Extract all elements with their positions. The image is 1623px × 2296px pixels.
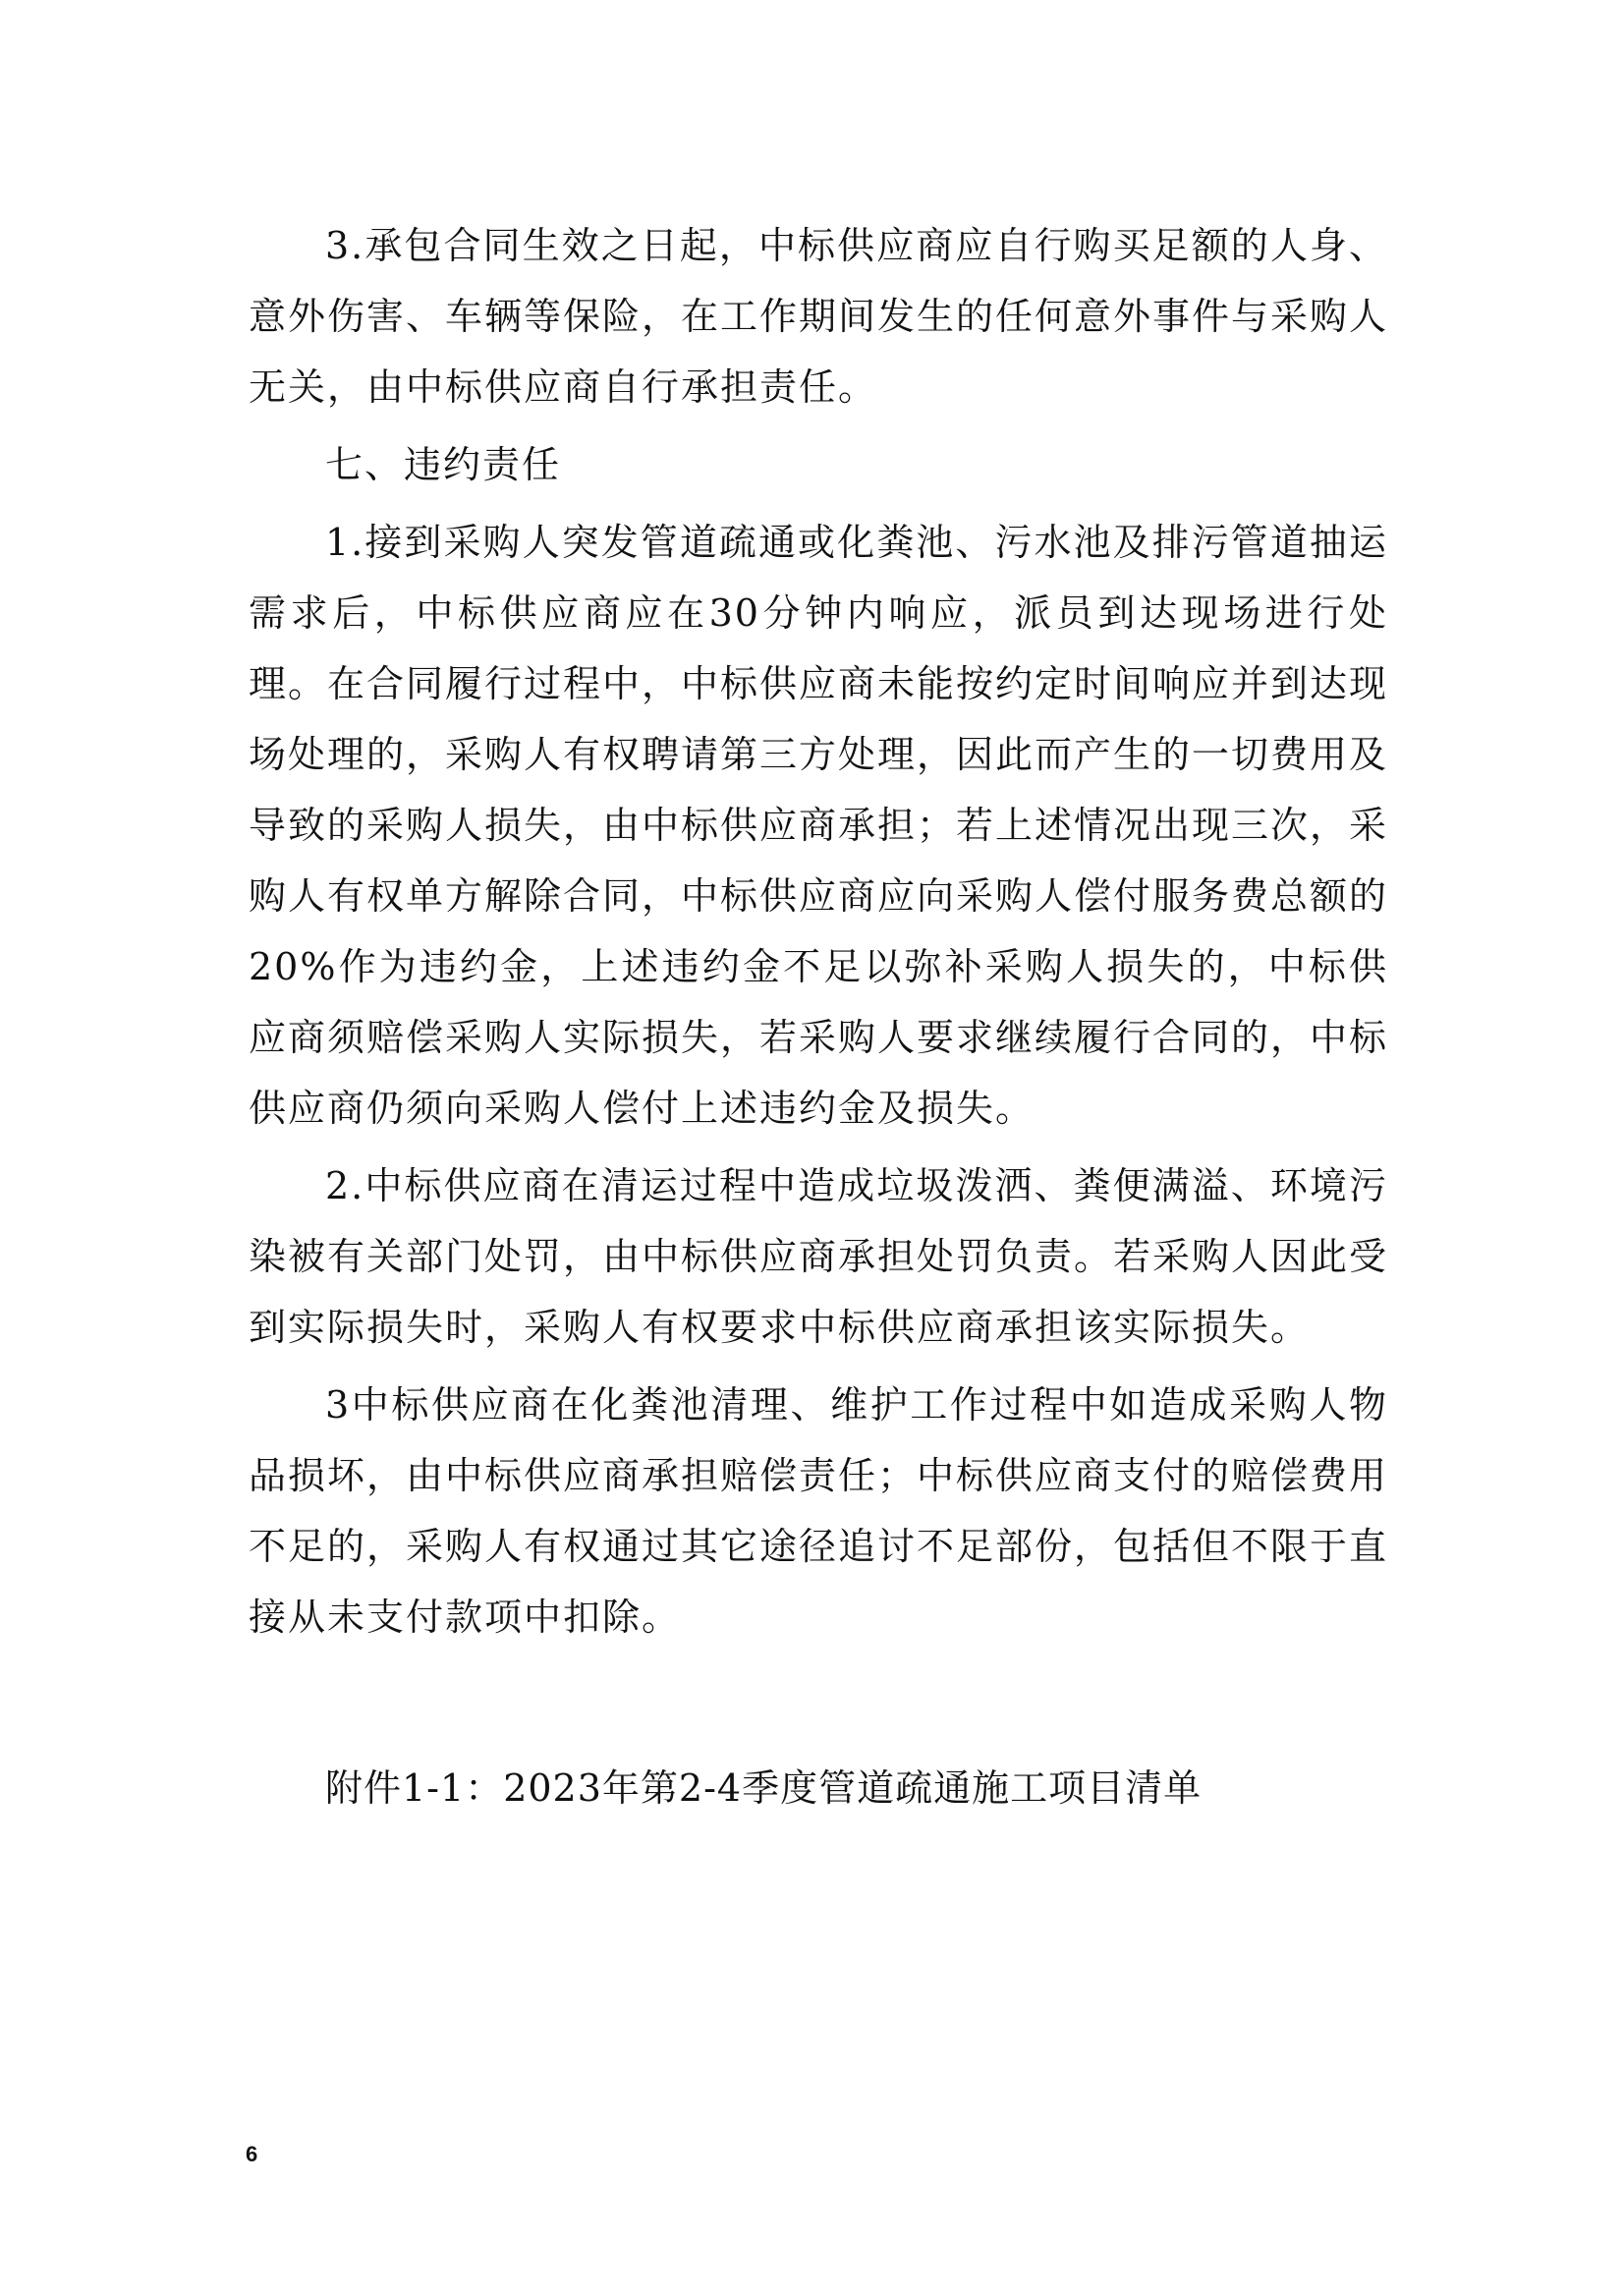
attachment-reference: 附件1-1：2023年第2-4季度管道疏通施工项目清单 <box>325 1766 1203 1810</box>
document-body <box>249 210 1388 1659</box>
paragraph-penalty: 2.中标供应商在清运过程中造成垃圾泼洒、粪便满溢、环境污染被有关部门处罚，由中标供应商承担处罚负责。若采购人因此受到实际损失时，采购人有权要求中标供应商承担该实际损失。 <box>249 1164 1389 1349</box>
paragraph-insurance: 3.承包合同生效之日起，中标供应商应自行购买足额的人身、意外伤害、车辆等保险，在工作期间发生的任何意外事件与采购人无关，由中标供应商自行承担责任。 <box>249 224 1389 409</box>
paragraph-damage-compensation: 3中标供应商在化粪池清理、维护工作过程中如造成采购人物品损坏，由中标供应商承担赔偿责任；中标供应商支付的赔偿费用不足的，采购人有权通过其它途径追讨不足部份，包括但不限于直接从未支付款项中扣除。 <box>249 1383 1389 1639</box>
section-heading-liability: 七、违约责任 <box>325 443 562 486</box>
paragraph-response-time: 1.接到采购人突发管道疏通或化粪池、污水池及排污管道抽运需求后，中标供应商应在30分钟内响应，派员到达现场进行处理。在合同履行过程中，中标供应商未能按约定时间响应并到达现场处理的，采购人有权聘请第三方处理，因此而产生的一切费用及导致的采购人损失，由中标供应商承担；若上述情况出现三次，采购人有权单方解除合同，中标供应商应向采购人偿付服务费总额的20%作为违约金，上述违约金不足以弥补采购人损失的，中标供应商须赔偿采购人实际损失，若采购人要求继续履行合同的，中标供应商仍须向采购人偿付上述违约金及损失。 <box>249 521 1389 1130</box>
page-number: 6 <box>246 2142 258 2166</box>
